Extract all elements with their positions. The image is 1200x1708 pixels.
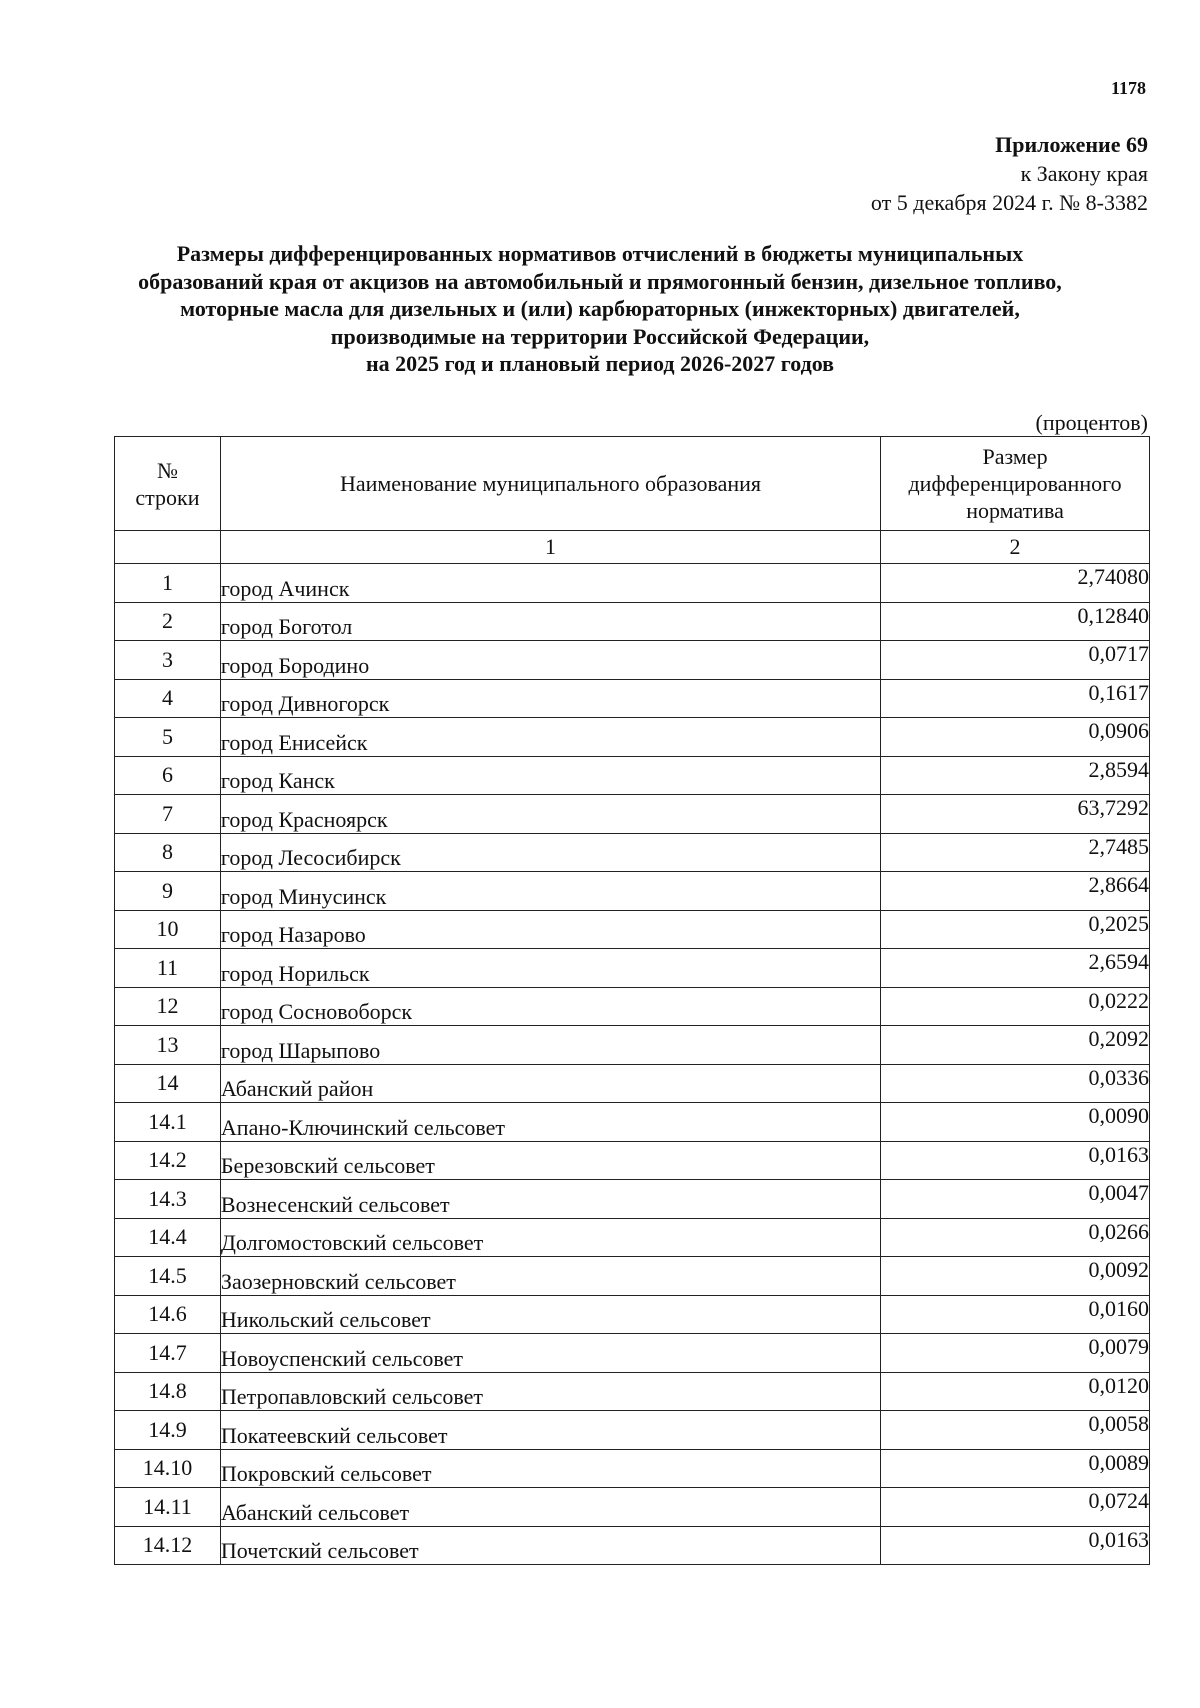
municipality-name-cell: город Боготол: [220, 602, 880, 641]
table-row: [115, 1526, 1150, 1565]
row-number-cell: 14.8: [115, 1372, 221, 1411]
municipality-name-cell: город Ачинск: [220, 564, 880, 603]
table-row: [115, 833, 1150, 872]
norm-value-cell: 2,8664: [881, 872, 1150, 911]
norms-table: [114, 436, 1150, 1565]
row-number-cell: 14.4: [115, 1218, 221, 1257]
norm-value-cell: 0,0906: [881, 718, 1150, 757]
numbering-col-1: 1: [220, 531, 880, 564]
table-row: [115, 1103, 1150, 1142]
table-row: [115, 718, 1150, 757]
table-row: [115, 756, 1150, 795]
municipality-name-cell: город Канск: [220, 756, 880, 795]
table-row: [115, 1488, 1150, 1527]
row-number-cell: 14.10: [115, 1449, 221, 1488]
municipality-name-cell: Покатеевский сельсовет: [220, 1411, 880, 1450]
table-row: [115, 1064, 1150, 1103]
municipality-name-cell: Новоуспенский сельсовет: [220, 1334, 880, 1373]
row-number-cell: 9: [115, 872, 221, 911]
header-row-number-line2: строки: [135, 484, 200, 510]
norm-value-cell: 63,7292: [881, 795, 1150, 834]
row-number-cell: 14.9: [115, 1411, 221, 1450]
title-line: производимые на территории Российской Федерации,: [330, 323, 870, 349]
norm-value-cell: 0,1617: [881, 679, 1150, 718]
row-number-cell: 2: [115, 602, 221, 641]
table-row: [115, 1372, 1150, 1411]
row-number-cell: 14.11: [115, 1488, 221, 1527]
norm-value-cell: 0,0163: [881, 1141, 1150, 1180]
appendix-title: Приложение 69: [995, 132, 1148, 157]
norm-value-cell: 0,0336: [881, 1064, 1150, 1103]
table-row: [115, 564, 1150, 603]
appendix-law-reference: к Закону края: [1020, 161, 1148, 186]
norm-value-cell: 2,8594: [881, 756, 1150, 795]
municipality-name-cell: Вознесенский сельсовет: [220, 1180, 880, 1219]
row-number-cell: 8: [115, 833, 221, 872]
table-row: [115, 679, 1150, 718]
row-number-cell: 7: [115, 795, 221, 834]
norm-value-cell: 0,0717: [881, 641, 1150, 680]
norm-value-cell: 0,0724: [881, 1488, 1150, 1527]
norm-value-cell: 0,12840: [881, 602, 1150, 641]
row-number-cell: 14.1: [115, 1103, 221, 1142]
table-row: [115, 1411, 1150, 1450]
row-number-cell: 10: [115, 910, 221, 949]
municipality-name-cell: Никольский сельсовет: [220, 1295, 880, 1334]
table-row: [115, 1180, 1150, 1219]
municipality-name-cell: город Сосновоборск: [220, 987, 880, 1026]
norm-value-cell: 0,0092: [881, 1257, 1150, 1296]
header-row-number: [115, 437, 221, 531]
municipality-name-cell: Абанский сельсовет: [220, 1488, 880, 1527]
table-row: [115, 1141, 1150, 1180]
norm-value-cell: 2,7485: [881, 833, 1150, 872]
municipality-name-cell: Петропавловский сельсовет: [220, 1372, 880, 1411]
header-norm-size-line3: норматива: [966, 498, 1064, 523]
appendix-block: [871, 130, 1148, 217]
table-row: [115, 602, 1150, 641]
municipality-name-cell: город Минусинск: [220, 872, 880, 911]
table-row: [115, 1257, 1150, 1296]
title-line: моторные масла для дизельных и (или) карбюраторных (инжекторных) двигателей,: [180, 296, 1020, 321]
row-number-cell: 14.5: [115, 1257, 221, 1296]
norm-value-cell: 0,0266: [881, 1218, 1150, 1257]
municipality-name-cell: город Енисейск: [220, 718, 880, 757]
page-number: 1178: [1110, 78, 1146, 98]
municipality-name-cell: город Норильск: [220, 949, 880, 988]
appendix-law-date: от 5 декабря 2024 г. № 8-3382: [870, 190, 1148, 215]
title-line: Размеры дифференцированных нормативов отчислений в бюджеты муниципальных: [176, 241, 1024, 266]
municipality-name-cell: город Дивногорск: [220, 679, 880, 718]
row-number-cell: 11: [115, 949, 221, 988]
row-number-cell: 6: [115, 756, 221, 795]
document-title: [100, 240, 1100, 378]
norm-value-cell: 0,0222: [881, 987, 1150, 1026]
row-number-cell: 5: [115, 718, 221, 757]
table-row: [115, 949, 1150, 988]
norm-value-cell: 0,0079: [881, 1334, 1150, 1373]
municipality-name-cell: Абанский район: [220, 1064, 880, 1103]
municipality-name-cell: город Красноярск: [220, 795, 880, 834]
row-number-cell: 14: [115, 1064, 221, 1103]
municipality-name-cell: город Назарово: [220, 910, 880, 949]
municipality-name-cell: Покровский сельсовет: [220, 1449, 880, 1488]
table-row: [115, 987, 1150, 1026]
title-line: образований края от акцизов на автомобильный и прямогонный бензин, дизельное топливо,: [138, 268, 1062, 294]
municipality-name-cell: Долгомостовский сельсовет: [220, 1218, 880, 1257]
title-line: на 2025 год и плановый период 2026-2027 годов: [365, 351, 835, 376]
header-norm-size-line1: Размер: [982, 444, 1048, 469]
table-row: [115, 872, 1150, 911]
column-numbering-row: [115, 531, 1150, 564]
municipality-name-cell: город Бородино: [220, 641, 880, 680]
norm-value-cell: 0,0163: [881, 1526, 1150, 1565]
norm-value-cell: 0,0058: [881, 1411, 1150, 1450]
numbering-empty-cell: [115, 531, 221, 564]
table-body: [115, 564, 1150, 1565]
row-number-cell: 14.12: [115, 1526, 221, 1565]
table-header-row: [115, 437, 1150, 531]
table-row: [115, 641, 1150, 680]
norm-value-cell: 0,2092: [881, 1026, 1150, 1065]
header-municipality-name: Наименование муниципального образования: [220, 437, 880, 531]
row-number-cell: 3: [115, 641, 221, 680]
municipality-name-cell: Березовский сельсовет: [220, 1141, 880, 1180]
row-number-cell: 4: [115, 679, 221, 718]
numbering-col-2: 2: [881, 531, 1150, 564]
table-row: [115, 1218, 1150, 1257]
norm-value-cell: 2,6594: [881, 949, 1150, 988]
header-norm-size-line2: дифференцированного: [908, 471, 1122, 496]
municipality-name-cell: город Лесосибирск: [220, 833, 880, 872]
municipality-name-cell: Почетский сельсовет: [220, 1526, 880, 1565]
row-number-cell: 1: [115, 564, 221, 603]
municipality-name-cell: Заозерновский сельсовет: [220, 1257, 880, 1296]
norm-value-cell: 0,0160: [881, 1295, 1150, 1334]
row-number-cell: 14.7: [115, 1334, 221, 1373]
header-norm-size: [881, 437, 1150, 531]
header-row-number-line1: №: [156, 457, 178, 483]
row-number-cell: 14.3: [115, 1180, 221, 1219]
table-row: [115, 1334, 1150, 1373]
norm-value-cell: 0,0120: [881, 1372, 1150, 1411]
row-number-cell: 14.6: [115, 1295, 221, 1334]
units-label: (процентов): [1035, 410, 1148, 435]
municipality-name-cell: город Шарыпово: [220, 1026, 880, 1065]
norm-value-cell: 0,2025: [881, 910, 1150, 949]
row-number-cell: 12: [115, 987, 221, 1026]
norm-value-cell: 2,74080: [881, 564, 1150, 603]
table-row: [115, 910, 1150, 949]
row-number-cell: 14.2: [115, 1141, 221, 1180]
norm-value-cell: 0,0047: [881, 1180, 1150, 1219]
table-row: [115, 1026, 1150, 1065]
norm-value-cell: 0,0090: [881, 1103, 1150, 1142]
table-row: [115, 1449, 1150, 1488]
row-number-cell: 13: [115, 1026, 221, 1065]
table-row: [115, 1295, 1150, 1334]
norm-value-cell: 0,0089: [881, 1449, 1150, 1488]
municipality-name-cell: Апано-Ключинский сельсовет: [220, 1103, 880, 1142]
table-row: [115, 795, 1150, 834]
